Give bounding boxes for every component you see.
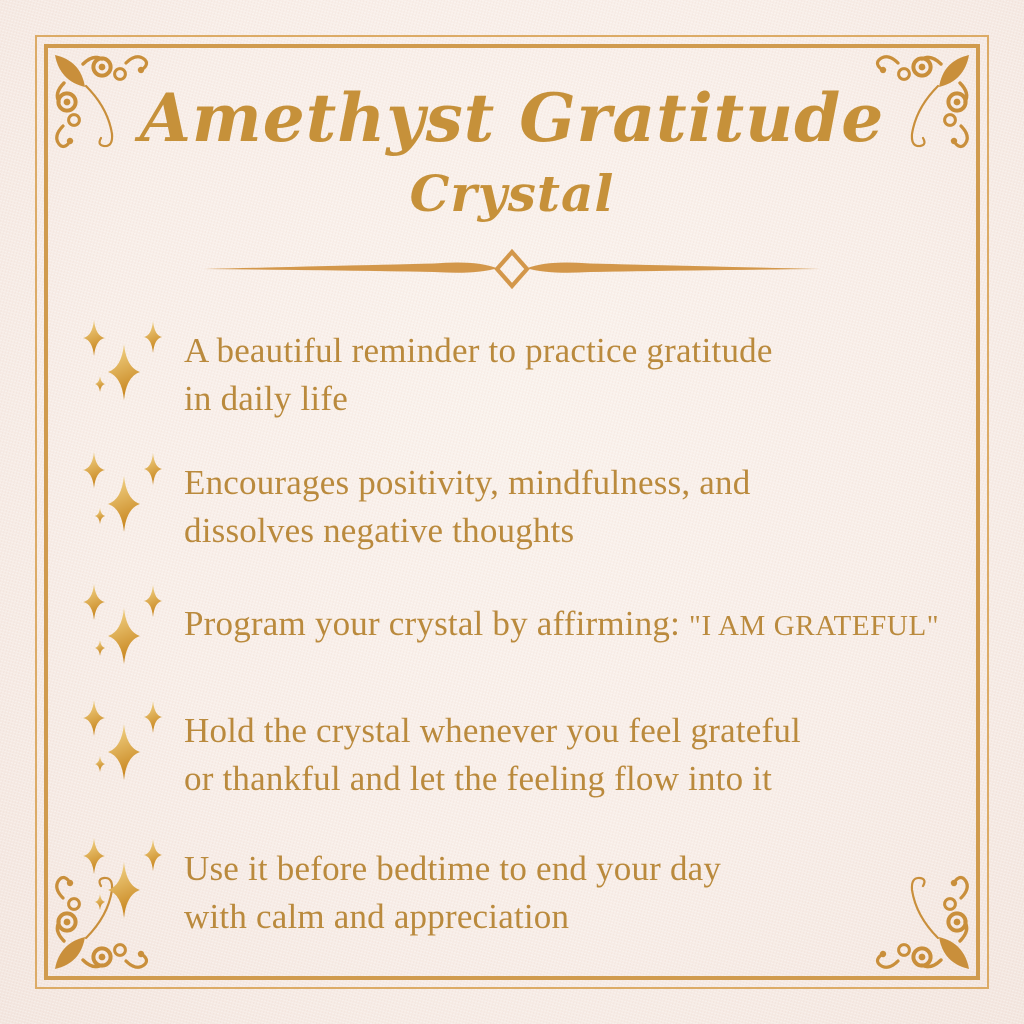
card-title: Amethyst Gratitude xyxy=(139,79,885,157)
list-item-text xyxy=(184,459,990,555)
text-line: A beautiful reminder to practice gratitude xyxy=(184,331,773,370)
text-line: with calm and appreciation xyxy=(184,897,570,936)
text-line: in daily life xyxy=(184,379,348,418)
card-subtitle: Crystal xyxy=(409,164,615,223)
sparkle-cluster-icon xyxy=(72,694,172,790)
ornamental-divider-icon xyxy=(202,249,822,289)
list-item-text xyxy=(184,327,990,423)
list-item-text xyxy=(184,707,990,803)
text-line: Hold the crystal whenever you feel grateful xyxy=(184,711,801,750)
text-line: dissolves negative thoughts xyxy=(184,511,575,550)
sparkle-cluster-icon xyxy=(72,578,172,674)
sparkle-cluster-icon xyxy=(72,832,172,928)
list-item-text xyxy=(184,845,990,941)
sparkle-cluster-icon xyxy=(72,446,172,542)
text-line: Encourages positivity, mindfulness, and xyxy=(184,463,751,502)
text-line: Use it before bedtime to end your day xyxy=(184,849,722,888)
affirming-label: Program your crystal by affirming: xyxy=(184,604,681,643)
sparkle-cluster-icon xyxy=(72,314,172,410)
text-line: or thankful and let the feeling flow into it xyxy=(184,759,773,798)
list-item-text xyxy=(184,600,990,650)
text-line xyxy=(184,600,990,650)
affirmation-quote: "I AM GRATEFUL" xyxy=(689,610,940,642)
